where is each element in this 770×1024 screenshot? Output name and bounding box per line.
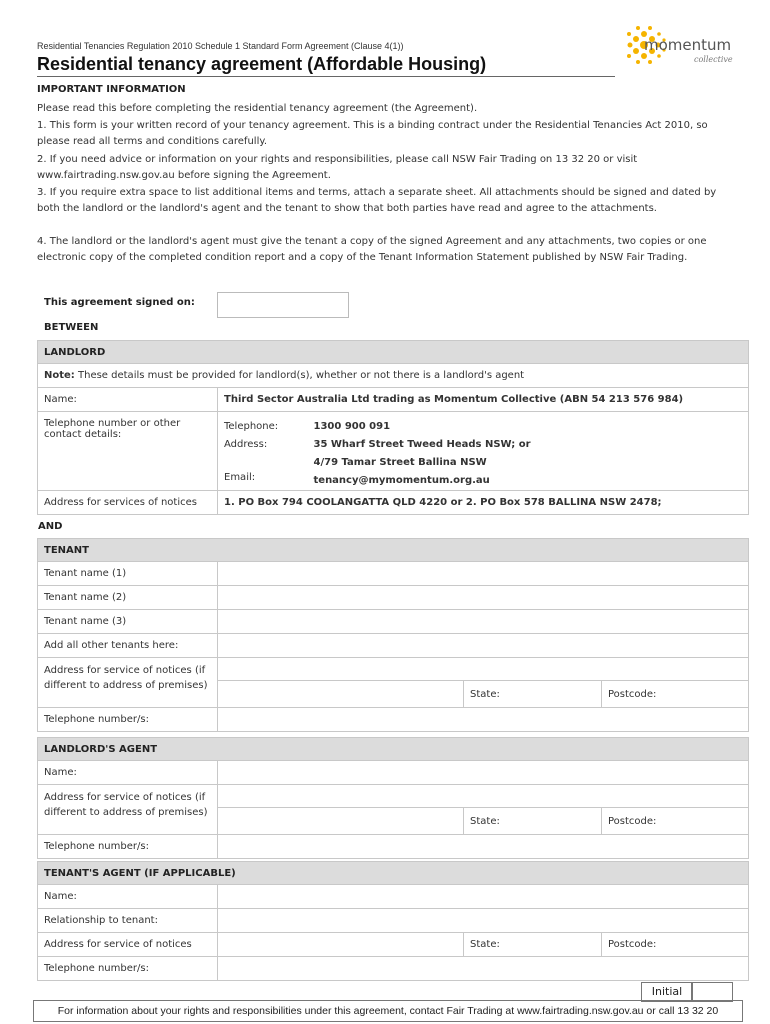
tenants-agent-telephone-label: Telephone number/s: — [38, 957, 218, 981]
landlord-name-label: Name: — [38, 388, 218, 412]
info-point-2: 2. If you need advice or information on your rights and responsibilities, please call NSW Fair Trading on 13 32 20 or visit www.fairtrading.nsw.gov.au before signing the Agreement. — [37, 154, 638, 181]
info-point-3: 3. If you require extra space to list additional items and terms, attach a separate sheet. All attachments should be signed and dated by both the landlord or the landlord's agent and the tenant to show that both parties have read and agree to the attachments. — [37, 187, 717, 214]
landlords-agent-notices-label: Address for service of notices (if different to address of premises) — [38, 785, 218, 835]
tenants-agent-relationship-label: Relationship to tenant: — [38, 909, 218, 933]
important-info-heading: IMPORTANT INFORMATION — [37, 84, 186, 95]
tenants-agent-postcode[interactable]: Postcode: — [602, 933, 749, 957]
landlord-name-value[interactable]: Third Sector Australia Ltd trading as Momentum Collective (ABN 54 213 576 984) — [218, 388, 749, 412]
tenant-notices-label: Address for service of notices (if different to address of premises) — [38, 658, 218, 708]
landlords-agent-name-label: Name: — [38, 761, 218, 785]
landlords-agent-telephone-label: Telephone number/s: — [38, 835, 218, 859]
landlord-contact-values[interactable] — [308, 412, 749, 491]
signed-on-label: This agreement signed on: — [44, 297, 195, 308]
tenants-agent-telephone-field[interactable] — [218, 957, 749, 981]
info-point-4: 4. The landlord or the landlord's agent must give the tenant a copy of the signed Agreement and any attachments, two copies or one electronic copy of the completed condition report and a copy of the Tenant Information Statement published by NSW Fair Trading. — [37, 236, 707, 263]
tenants-agent-state[interactable]: State: — [464, 933, 602, 957]
landlord-table — [37, 340, 749, 515]
landlords-agent-name-field[interactable] — [218, 761, 749, 785]
info-intro: Please read this before completing the residential tenancy agreement (the Agreement). — [37, 103, 478, 114]
tenant-table — [37, 538, 749, 732]
address-label: Address: — [224, 439, 268, 450]
address-value-1: 35 Wharf Street Tweed Heads NSW; or — [313, 439, 531, 450]
regulation-reference: Residential Tenancies Regulation 2010 Schedule 1 Standard Form Agreement (Clause 4(1)) — [37, 41, 404, 51]
signed-on-date-field[interactable] — [217, 292, 349, 318]
momentum-logo — [624, 22, 744, 68]
info-point-1: 1. This form is your written record of your tenancy agreement. This is a binding contract under the Residential Tenancies Act 2010, so please read all terms and conditions carefully. — [37, 120, 708, 147]
landlords-agent-notices-field[interactable] — [218, 785, 749, 808]
landlord-notices-label: Address for services of notices — [38, 491, 218, 515]
landlord-heading: LANDLORD — [38, 341, 749, 364]
tenant-heading: TENANT — [38, 539, 749, 562]
telephone-label: Telephone: — [224, 421, 279, 432]
landlord-notices-value[interactable]: 1. PO Box 794 COOLANGATTA QLD 4220 or 2. PO Box 578 BALLINA NSW 2478; — [218, 491, 749, 515]
landlords-agent-telephone-field[interactable] — [218, 835, 749, 859]
tenant-others-field[interactable] — [218, 634, 749, 658]
initial-label: Initial — [641, 982, 693, 1002]
tenant-name-3-label: Tenant name (3) — [38, 610, 218, 634]
title-divider — [37, 76, 615, 77]
address-value-2: 4/79 Tamar Street Ballina NSW — [313, 457, 487, 468]
sunflower-icon — [624, 22, 744, 68]
landlord-contact-labels — [218, 412, 308, 491]
tenant-name-1-label: Tenant name (1) — [38, 562, 218, 586]
telephone-value: 1300 900 091 — [313, 421, 391, 432]
email-label: Email: — [224, 472, 256, 483]
tenant-name-1-field[interactable] — [218, 562, 749, 586]
tenant-notices-field[interactable] — [218, 658, 749, 681]
landlords-agent-notices-field-2[interactable] — [218, 808, 464, 835]
landlords-agent-heading: LANDLORD'S AGENT — [38, 738, 749, 761]
between-label: BETWEEN — [44, 322, 99, 333]
landlord-note: Note: These details must be provided for landlord(s), whether or not there is a landlord's agent — [38, 364, 749, 388]
tenants-agent-heading: TENANT'S AGENT (IF APPLICABLE) — [38, 862, 749, 885]
tenants-agent-notices-field[interactable] — [218, 933, 464, 957]
logo-subtext: collective — [694, 55, 733, 64]
tenant-postcode[interactable]: Postcode: — [602, 681, 749, 708]
tenants-agent-relationship-field[interactable] — [218, 909, 749, 933]
tenant-others-label: Add all other tenants here: — [38, 634, 218, 658]
tenant-name-2-label: Tenant name (2) — [38, 586, 218, 610]
email-value: tenancy@mymomentum.org.au — [313, 475, 490, 486]
logo-text: momentum — [644, 36, 732, 54]
tenants-agent-name-label: Name: — [38, 885, 218, 909]
tenant-telephone-field[interactable] — [218, 708, 749, 732]
and-label: AND — [38, 521, 63, 532]
landlords-agent-state[interactable]: State: — [464, 808, 602, 835]
tenant-name-2-field[interactable] — [218, 586, 749, 610]
tenant-telephone-label: Telephone number/s: — [38, 708, 218, 732]
tenant-name-3-field[interactable] — [218, 610, 749, 634]
tenants-agent-notices-label: Address for service of notices — [38, 933, 218, 957]
tenant-state[interactable]: State: — [464, 681, 602, 708]
tenants-agent-name-field[interactable] — [218, 885, 749, 909]
initial-field[interactable] — [691, 982, 733, 1002]
landlord-contact-label: Telephone number or other contact details: — [38, 412, 218, 491]
landlords-agent-postcode[interactable]: Postcode: — [602, 808, 749, 835]
landlords-agent-table — [37, 737, 749, 859]
footer-note: For information about your rights and responsibilities under this agreement, contact Fair Trading at www.fairtrading.nsw.gov.au or call 13 32 20 — [33, 1000, 743, 1022]
tenants-agent-table — [37, 861, 749, 981]
page-title: Residential tenancy agreement (Affordable Housing) — [37, 54, 487, 74]
tenant-notices-field-2[interactable] — [218, 681, 464, 708]
